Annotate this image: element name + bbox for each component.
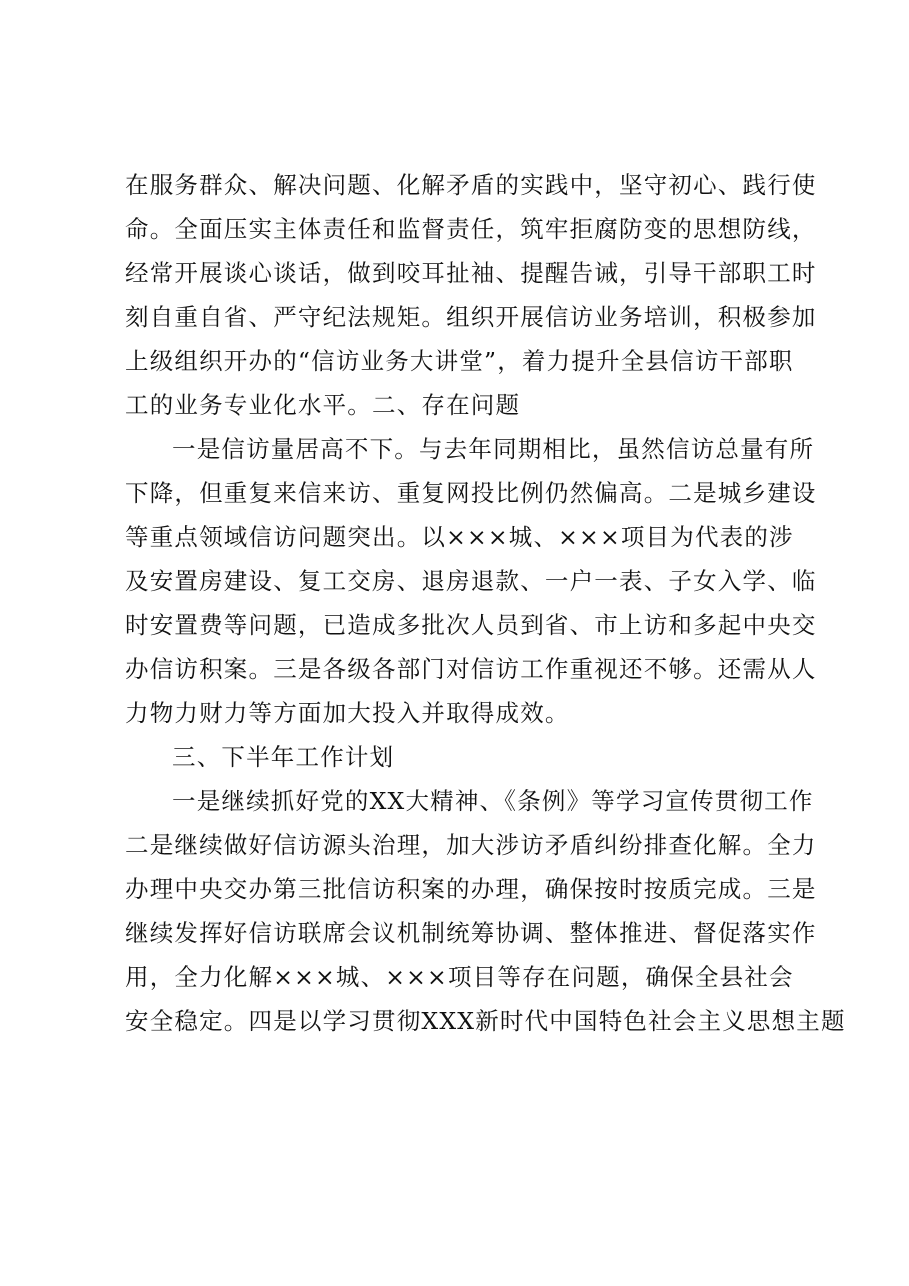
text-line: 安全稳定。四是以学习贯彻XXX新时代中国特色社会主义思想主题 xyxy=(125,1007,846,1035)
text-line: 上级组织开办的“信访业务大讲堂”，着力提升全县信访干部职 xyxy=(125,347,794,375)
text-line: 继续发挥好信访联席会议机制统筹协调、整体推进、督促落实作 xyxy=(125,919,817,947)
text-line: 力物力财力等方面加大投入并取得成效。 xyxy=(125,699,570,727)
text-line: 一是信访量居高不下。与去年同期相比，虽然信访总量有所 xyxy=(172,435,815,463)
text-line: 刻自重自省、严守纪法规矩。组织开展信访业务培训，积极参加 xyxy=(125,303,817,331)
text-line: 三、下半年工作计划 xyxy=(172,743,395,771)
text-line: 一是继续抓好党的XX大精神、《条例》等学习宣传贯彻工作 xyxy=(172,787,814,815)
text-line: 等重点领域信访问题突出。以×××城、×××项目为代表的涉 xyxy=(125,523,794,551)
text-line: 经常开展谈心谈话，做到咬耳扯袖、提醒告诫，引导干部职工时 xyxy=(125,259,817,287)
text-line: 二是继续做好信访源头治理，加大涉访矛盾纠纷排查化解。全力 xyxy=(125,831,817,859)
text-line: 时安置费等问题，已造成多批次人员到省、市上访和多起中央交 xyxy=(125,611,817,639)
text-line: 在服务群众、解决问题、化解矛盾的实践中，坚守初心、践行使 xyxy=(125,171,817,199)
text-line: 工的业务专业化水平。二、存在问题 xyxy=(125,391,521,419)
text-line: 下降，但重复来信来访、重复网投比例仍然偏高。二是城乡建设 xyxy=(125,479,817,507)
text-line: 及安置房建设、复工交房、退房退款、一户一表、子女入学、临 xyxy=(125,567,817,595)
text-line: 办理中央交办第三批信访积案的办理，确保按时按质完成。三是 xyxy=(125,875,817,903)
document-body xyxy=(125,163,846,1043)
text-line: 用，全力化解×××城、×××项目等存在问题，确保全县社会 xyxy=(125,963,794,991)
text-line: 办信访积案。三是各级各部门对信访工作重视还不够。还需从人 xyxy=(125,655,817,683)
text-line: 命。全面压实主体责任和监督责任，筑牢拒腐防变的思想防线， xyxy=(125,215,817,243)
